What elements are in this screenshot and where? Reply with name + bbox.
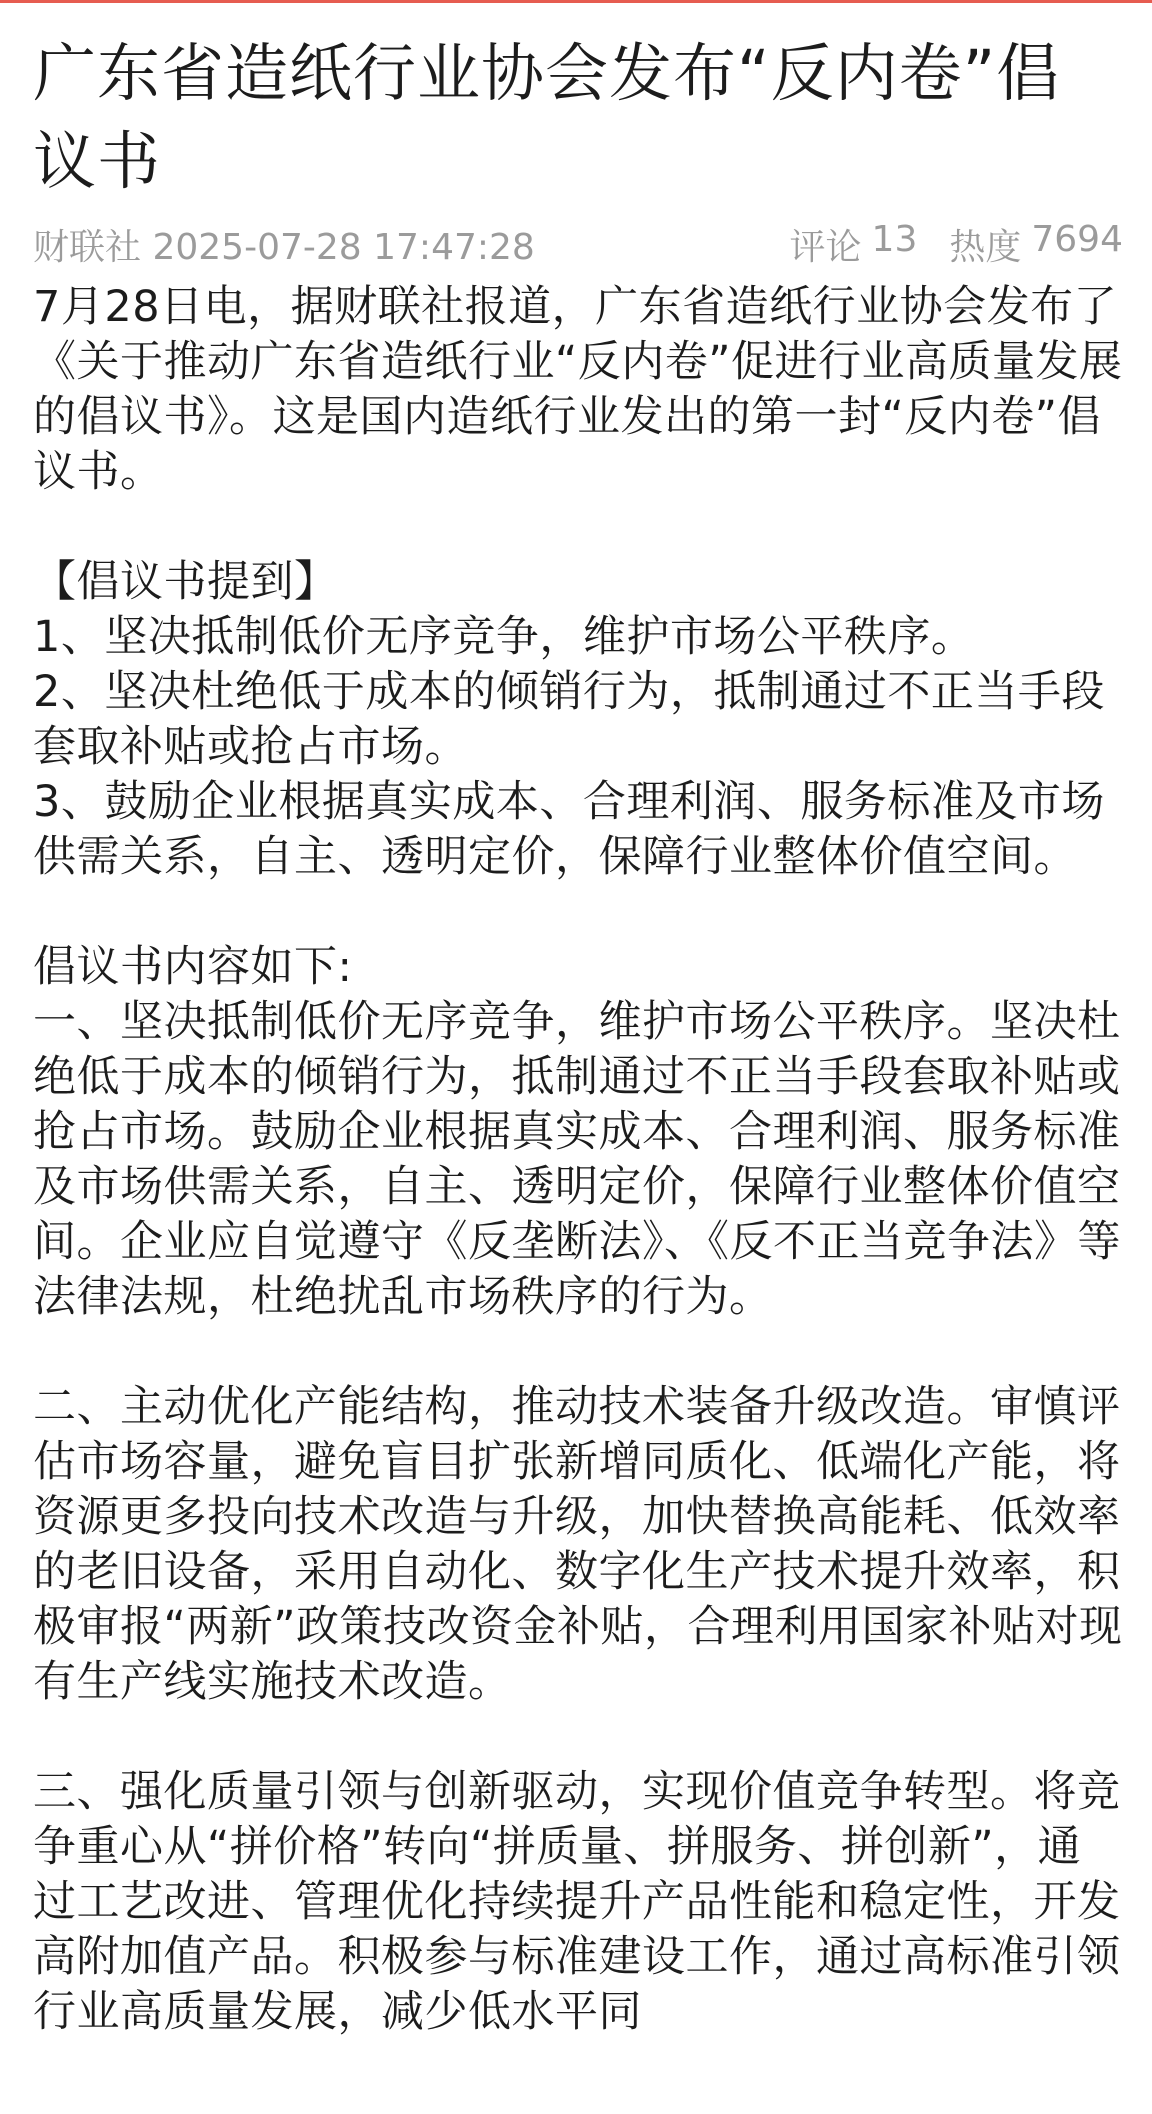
- section-2-paragraph: 二、主动优化产能结构，推动技术装备升级改造。审慎评估市场容量，避免盲目扩张新增同质化、低端化产能，将资源更多投向技术改造与升级，加快替换高能耗、低效率的老旧设备，采用自动化、数字化生产技术提升效率，积极审报“两新”政策技改资金补贴，合理利用国家补贴对现有生产线实施技术改造。: [33, 1382, 1123, 1707]
- paragraph-gap: [33, 1325, 1123, 1380]
- summary-point: 1、坚决抵制低价无序竞争，维护市场公平秩序。: [33, 612, 975, 662]
- section-1-paragraph: 一、坚决抵制低价无序竞争，维护市场公平秩序。坚决杜绝低于成本的倾销行为，抵制通过不正当手段套取补贴或抢占市场。鼓励企业根据真实成本、合理利润、服务标准及市场供需关系，自主、透明定价，保障行业整体价值空间。企业应自觉遵守《反垄断法》、《反不正当竞争法》等法律法规，杜绝扰乱市场秩序的行为。: [33, 997, 1121, 1322]
- paragraph-gap: [33, 500, 1123, 555]
- source-label: 财联社: [33, 226, 142, 268]
- heat-stat: [949, 219, 1123, 270]
- paragraph-gap: [33, 1710, 1123, 1765]
- publish-datetime: 2025-07-28 17:47:28: [152, 226, 535, 268]
- meta-stats: [790, 219, 1123, 270]
- comments-count: 13: [871, 218, 918, 260]
- article-title: 广东省造纸行业协会发布“反内卷”倡议书: [33, 37, 1061, 198]
- article-body: [33, 280, 1123, 2040]
- content-heading: 倡议书内容如下:: [33, 942, 353, 992]
- paragraph-gap: [33, 885, 1123, 940]
- heat-label: 热度: [949, 226, 1022, 268]
- summary-point: 2、坚决杜绝低于成本的倾销行为，抵制通过不正当手段套取补贴或抢占市场。: [33, 667, 1105, 772]
- lead-paragraph: 7月28日电，据财联社报道，广东省造纸行业协会发布了《关于推动广东省造纸行业“反内卷”促进行业高质量发展的倡议书》。这是国内造纸行业发出的第一封“反内卷”倡议书。: [33, 282, 1123, 497]
- comments-label: 评论: [789, 226, 862, 268]
- section-3-paragraph: 三、强化质量引领与创新驱动，实现价值竞争转型。将竞争重心从“拼价格”转向“拼质量、拼服务、拼创新”，通过工艺改进、管理优化持续提升产品性能和稳定性，开发高附加值产品。积极参与标准建设工作，通过高标准引领行业高质量发展，减少低水平同: [33, 1767, 1121, 2037]
- article: [33, 30, 1123, 2040]
- top-accent-bar: [0, 0, 1152, 3]
- summary-heading: 【倡议书提到】: [33, 557, 338, 607]
- heat-value: 7694: [1031, 218, 1123, 260]
- comments-stat[interactable]: [790, 219, 918, 270]
- meta-source-time: [33, 219, 535, 270]
- summary-point: 3、鼓励企业根据真实成本、合理利润、服务标准及市场供需关系，自主、透明定价，保障行业整体价值空间。: [33, 777, 1105, 882]
- article-meta: [33, 216, 1123, 272]
